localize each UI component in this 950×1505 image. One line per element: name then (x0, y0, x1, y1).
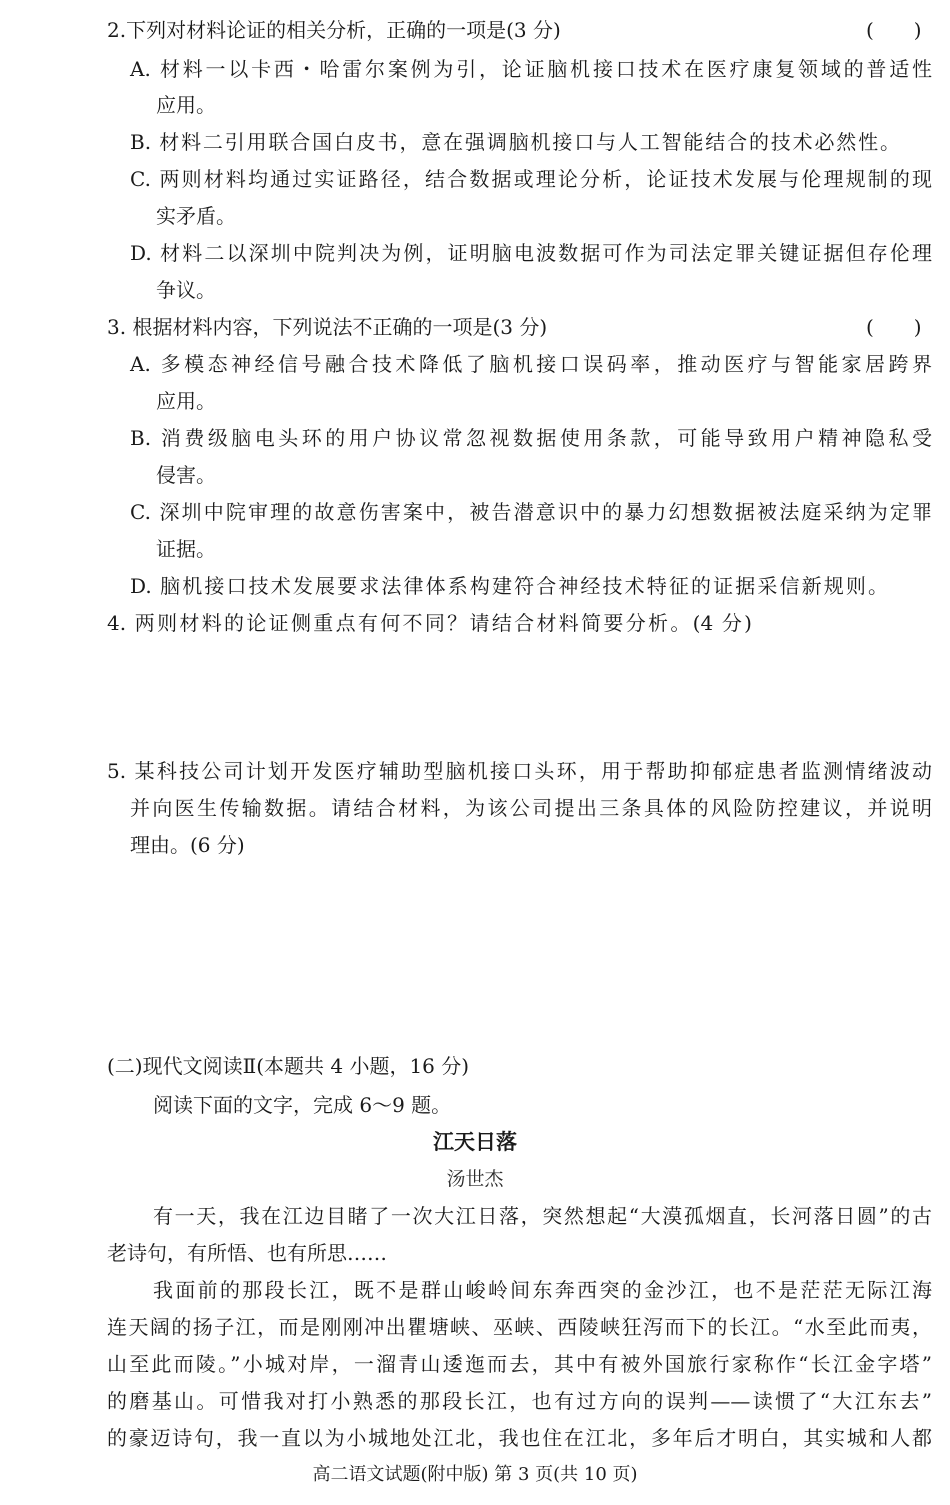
q3-option-c-line1: C. 深圳中院审理的故意伤害案中，被告潜意识中的暴力幻想数据被法庭采纳为定罪 (130, 500, 932, 524)
article-p2-line3: 山至此而陵。”小城对岸，一溜青山逶迤而去，其中有被外国旅行家称作“长江金字塔” (107, 1352, 932, 1376)
q2-option-a-line1: A. 材料一以卡西・哈雷尔案例为引，论证脑机接口技术在医疗康复领域的普适性 (130, 57, 932, 81)
section-heading: (二)现代文阅读Ⅱ(本题共 4 小题，16 分) (107, 1054, 470, 1078)
q2-option-a-line2: 应用。 (156, 93, 216, 117)
q3-answer-bracket: ( ) (866, 315, 922, 339)
q3-option-d: D. 脑机接口技术发展要求法律体系构建符合神经技术特征的证据采信新规则。 (130, 574, 888, 598)
q3-option-a-line1: A. 多模态神经信号融合技术降低了脑机接口误码率，推动医疗与智能家居跨界 (130, 352, 932, 376)
q2-option-b: B. 材料二引用联合国白皮书，意在强调脑机接口与人工智能结合的技术必然性。 (130, 130, 900, 154)
q3-option-a-line2: 应用。 (156, 389, 216, 413)
q3-option-b-line1: B. 消费级脑电头环的用户协议常忽视数据使用条款，可能导致用户精神隐私受 (130, 426, 932, 450)
q2-option-c-line2: 实矛盾。 (156, 204, 236, 228)
section-instruction: 阅读下面的文字，完成 6～9 题。 (153, 1093, 452, 1117)
q2-option-d-line2: 争议。 (156, 278, 216, 302)
article-p2-line5: 的豪迈诗句，我一直以为小城地处江北，我也住在江北，多年后才明白，其实城和人都 (107, 1426, 932, 1450)
article-p1-line2: 老诗句，有所悟、也有所思…… (107, 1241, 387, 1265)
q3-stem: 3. 根据材料内容，下列说法不正确的一项是(3 分) (107, 315, 548, 339)
article-p2-line2: 连天阔的扬子江，而是刚刚冲出瞿塘峡、巫峡、西陵峡狂泻而下的长江。“水至此而夷， (107, 1315, 932, 1339)
q2-option-d-line1: D. 材料二以深圳中院判决为例，证明脑电波数据可作为司法定罪关键证据但存伦理 (130, 241, 932, 265)
article-p2-line4: 的磨基山。可惜我对打小熟悉的那段长江，也有过方向的误判——读惯了“大江东去” (107, 1389, 932, 1413)
article-p2-line1: 我面前的那段长江，既不是群山峻岭间东奔西突的金沙江，也不是茫茫无际江海 (153, 1278, 932, 1302)
q4-text: 4. 两则材料的论证侧重点有何不同？请结合材料简要分析。(4 分) (107, 611, 752, 635)
q3-option-c-line2: 证据。 (156, 537, 216, 561)
q2-stem: 2.下列对材料论证的相关分析，正确的一项是(3 分) (107, 18, 561, 42)
article-author: 汤世杰 (446, 1168, 504, 1190)
q3-option-b-line2: 侵害。 (156, 463, 216, 487)
q2-answer-bracket: ( ) (866, 18, 922, 42)
q5-line2: 并向医生传输数据。请结合材料，为该公司提出三条具体的风险防控建议，并说明 (130, 796, 932, 820)
q2-option-c-line1: C. 两则材料均通过实证路径，结合数据或理论分析，论证技术发展与伦理规制的现 (130, 167, 932, 191)
article-title: 江天日落 (433, 1130, 517, 1154)
page-footer: 高二语文试题(附中版) 第 3 页(共 10 页) (312, 1464, 638, 1485)
q5-line1: 5. 某科技公司计划开发医疗辅助型脑机接口头环，用于帮助抑郁症患者监测情绪波动 (107, 759, 932, 783)
q5-line3: 理由。(6 分) (130, 833, 245, 857)
article-p1-line1: 有一天，我在江边目睹了一次大江日落，突然想起“大漠孤烟直，长河落日圆”的古 (153, 1204, 932, 1228)
